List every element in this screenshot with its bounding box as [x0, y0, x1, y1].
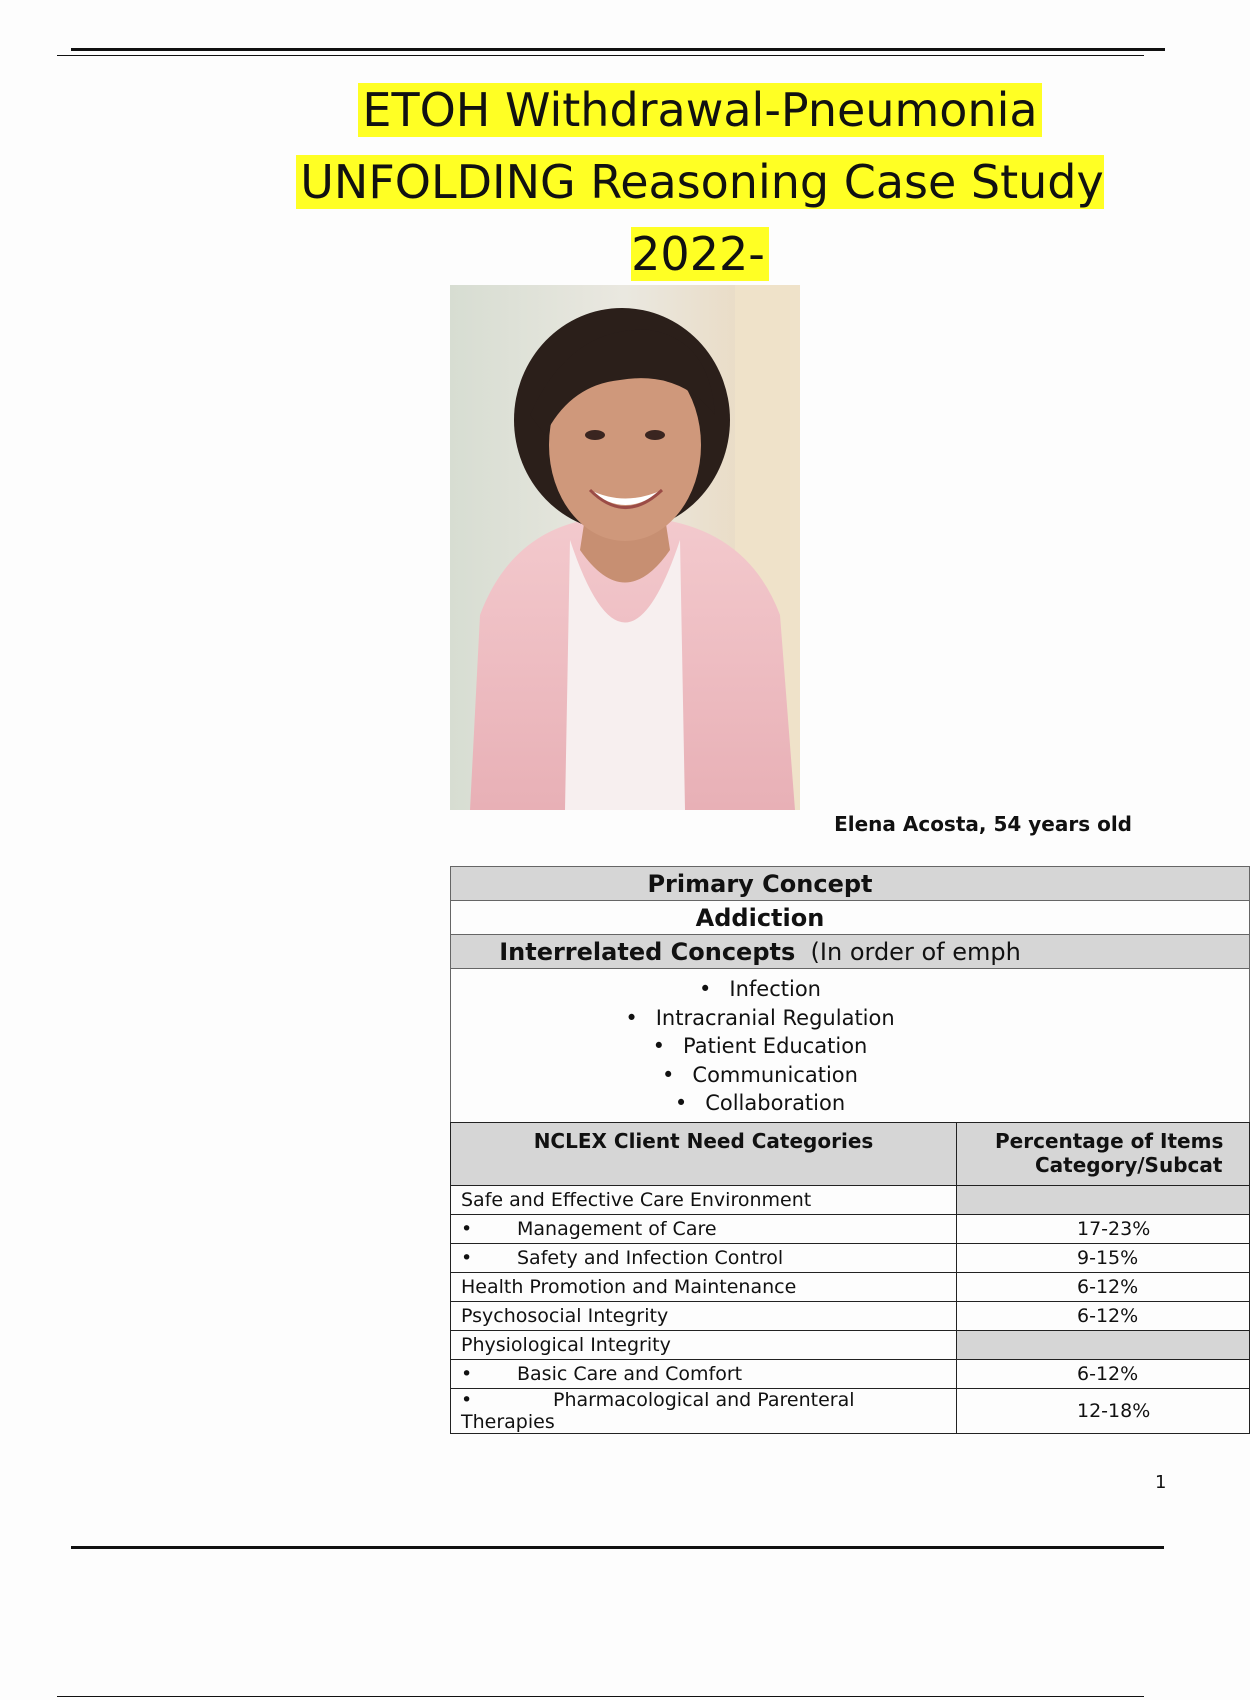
- footer-rule: [71, 1546, 1164, 1549]
- patient-photo: [450, 285, 800, 810]
- table-row: • Management of Care 17-23%: [451, 1215, 1250, 1244]
- interrelated-concepts-cell: [451, 969, 1250, 1127]
- list-item: • Communication: [451, 1061, 1069, 1090]
- title-line-2: UNFOLDING Reasoning Case Study 2022-: [296, 155, 1103, 281]
- primary-concept-value: Addiction: [451, 901, 1250, 935]
- table-row: • Safety and Infection Control 9-15%: [451, 1244, 1250, 1273]
- table-row: • Basic Care and Comfort 6-12%: [451, 1360, 1250, 1389]
- list-item: • Intracranial Regulation: [451, 1004, 1069, 1033]
- interrelated-concepts-heading: Interrelated Concepts (In order of emph: [451, 935, 1250, 969]
- primary-concept-heading: Primary Concept: [451, 867, 1250, 901]
- list-item: • Infection: [451, 975, 1069, 1004]
- table-row: • Pharmacological and Parenteral Therapies 12-18%: [451, 1389, 1250, 1434]
- bottom-rule: [57, 1696, 1144, 1697]
- table-row: Psychosocial Integrity 6-12%: [451, 1302, 1250, 1331]
- page-number: 1: [1155, 1472, 1167, 1493]
- nclex-col1-header: NCLEX Client Need Categories: [451, 1123, 957, 1186]
- header-rule-bottom: [57, 55, 1144, 56]
- photo-caption: Elena Acosta, 54 years old: [834, 812, 1132, 836]
- table-row: Physiological Integrity: [451, 1331, 1250, 1360]
- list-item: • Collaboration: [451, 1089, 1069, 1118]
- concepts-table: [450, 866, 1250, 1127]
- title-line-1: ETOH Withdrawal-Pneumonia: [358, 83, 1041, 137]
- nclex-col2-header: Percentage of Items Category/Subcat: [957, 1123, 1250, 1186]
- table-row: Health Promotion and Maintenance 6-12%: [451, 1273, 1250, 1302]
- list-item: • Patient Education: [451, 1032, 1069, 1061]
- table-row: Safe and Effective Care Environment: [451, 1186, 1250, 1215]
- header-rule-top: [71, 48, 1165, 51]
- interrelated-concepts-list: [451, 969, 1069, 1126]
- nclex-table: [450, 1122, 1250, 1434]
